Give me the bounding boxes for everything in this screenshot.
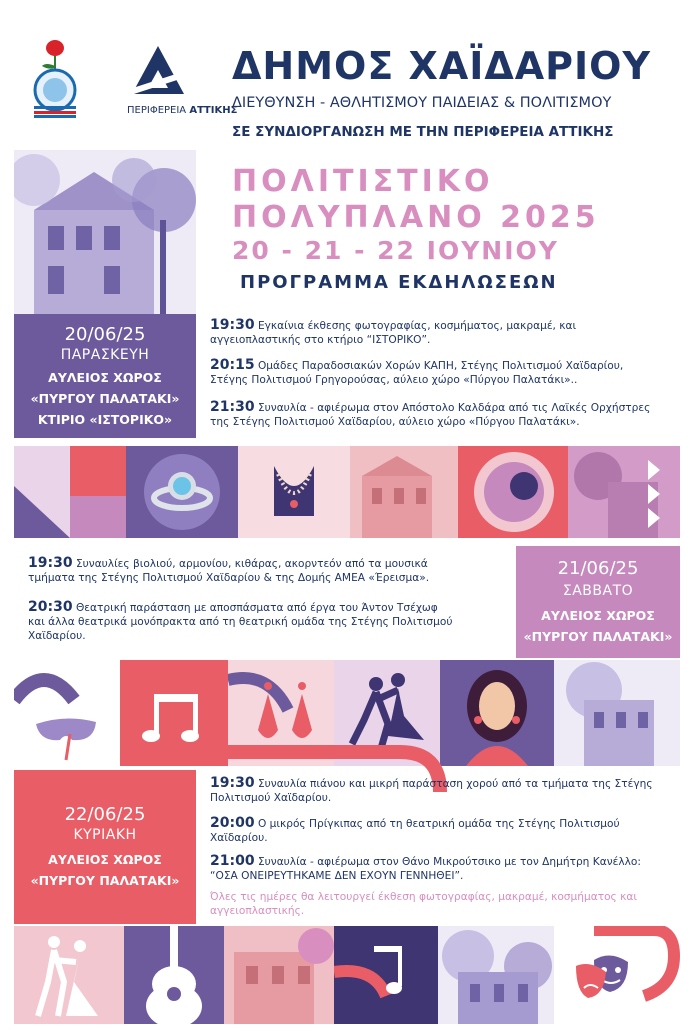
- geometric-tile: [14, 446, 126, 538]
- building-photo-top: [14, 150, 196, 314]
- day3-event2-time: 20:00: [210, 815, 255, 831]
- day3-box: [14, 770, 196, 924]
- day3-date: 22/06/25: [64, 804, 146, 825]
- day3-event2: [210, 816, 680, 845]
- circle-tile: [458, 446, 568, 538]
- day3-event1-text: Συναυλία πιάνου και μικρή παράσταση χορού από τα τμήματα της Στέγης: [257, 778, 653, 790]
- festival-dates: 20 - 21 - 22 ΙΟΥΝΙΟΥ: [232, 236, 559, 265]
- day1-event2-text2: Στέγης Πολιτισμού Γρηγορούσας, αύλειο χώρο «Πύργου Παλατάκι»..: [210, 374, 578, 386]
- day1-dayname: ΠΑΡΑΣΚΕΥΗ: [60, 347, 150, 363]
- day2-event2-text: Θεατρική παράσταση με αποσπάσματα από έργα του Άντον Τσέχωφ: [75, 602, 438, 614]
- day3-venue2: «ΠΥΡΓΟΥ ΠΑΛΑΤΑΚΙ»: [30, 873, 180, 888]
- day3-event3-time: 21:00: [210, 853, 255, 869]
- day1-event3-text: Συναυλία - αφιέρωμα στον Απόστολο Καλδάρα από τις Λαϊκές Ορχήστρες: [257, 402, 651, 414]
- day3-venue1: ΑΥΛΕΙΟΣ ΧΩΡΟΣ: [48, 852, 162, 867]
- guitar-icon: [124, 926, 224, 1024]
- day2-event1-time: 19:30: [28, 555, 73, 571]
- day2-event1-text: Συναυλίες βιολιού, αρμονίου, κιθάρας, ακορντεόν από τα μουσικά: [75, 558, 428, 570]
- day3-event1: [210, 776, 680, 805]
- day3-event1-time: 19:30: [210, 775, 255, 791]
- building-tile-3: [554, 660, 680, 766]
- day3-event1-text2: Πολιτισμού Χαϊδαρίου.: [210, 792, 332, 804]
- ring-icon: [126, 446, 238, 538]
- day2-box: [516, 546, 680, 658]
- day2-venue1: ΑΥΛΕΙΟΣ ΧΩΡΟΣ: [541, 608, 655, 623]
- coorganization-line: ΣΕ ΣΥΝΔΙΟΡΓΑΝΩΣΗ ΜΕ ΤΗΝ ΠΕΡΙΦΕΡΕΙΑ ΑΤΤΙΚΗΣ: [232, 124, 614, 140]
- day2-venue2: «ΠΥΡΓΟΥ ΠΑΛΑΤΑΚΙ»: [523, 629, 673, 644]
- building-tile-2: [568, 446, 680, 538]
- day1-event2: [210, 358, 680, 387]
- day2-date: 21/06/25: [557, 558, 639, 579]
- music-note-icon: [334, 926, 438, 1024]
- building-tile-4: [224, 926, 334, 1024]
- day3-event2-text2: Χαϊδαρίου.: [210, 832, 268, 844]
- department-subtitle: ΔΙΕΥΘΥΝΣΗ - ΑΘΛΗΤΙΣΜΟΥ ΠΑΙΔΕΙΑΣ & ΠΟΛΙΤΙΣΜΟΥ: [232, 95, 612, 111]
- municipality-title: ΔΗΜΟΣ ΧΑΪΔΑΡΙΟΥ: [232, 44, 651, 88]
- day2-event2-text2: και άλλα θεατρικά μονόπρακτα από τη θεατρική ομάδα της Στέγης Πολιτισμού: [28, 616, 453, 628]
- mask-icon: [14, 660, 120, 766]
- day3-event3-text: Συναυλία - αφιέρωμα στον Θάνο Μικρούτσικο με τον Δημήτρη Κανέλλο:: [257, 856, 641, 868]
- day1-event1: [210, 318, 680, 347]
- dancing-couple-icon: [14, 926, 124, 1024]
- region-attica-label: ΠΕΡΙΦΕΡΕΙΑ ΑΤΤΙΚΗΣ: [127, 105, 238, 116]
- day1-venue3: ΚΤΙΡΙΟ «ΙΣΤΟΡΙΚΟ»: [37, 412, 173, 427]
- day1-event3-text2: της Στέγης Πολιτισμού Χαϊδαρίου, αύλειο χώρο «Πύργου Παλατάκι».: [210, 416, 580, 428]
- region-attica-logo-icon: [128, 44, 188, 96]
- day1-event3-time: 21:30: [210, 399, 255, 415]
- day3-dayname: ΚΥΡΙΑΚΗ: [73, 827, 137, 843]
- exhibition-note: [210, 890, 680, 918]
- program-heading: ΠΡΟΓΡΑΜΜΑ ΕΚΔΗΛΩΣΕΩΝ: [240, 272, 558, 293]
- day1-venue1: ΑΥΛΕΙΟΣ ΧΩΡΟΣ: [48, 370, 162, 385]
- festival-title-line1: ΠΟΛΙΤΙΣΤΙΚΟ: [232, 164, 494, 199]
- day1-event1-time: 19:30: [210, 317, 255, 333]
- day1-event2-text: Ομάδες Παραδοσιακών Χορών ΚΑΠΗ, Στέγης Πολιτισμού Χαϊδαρίου,: [257, 360, 624, 372]
- theater-masks-icon: [554, 926, 680, 1024]
- mosaic-row-3: [14, 926, 680, 1024]
- festival-title-line2: ΠΟΛΥΠΛΑΝΟ 2025: [232, 200, 600, 235]
- day1-date: 20/06/25: [64, 324, 146, 345]
- building-tile-5: [438, 926, 554, 1024]
- day2-dayname: ΣΑΒΒΑΤΟ: [562, 583, 634, 599]
- day1-event3: [210, 400, 680, 429]
- day1-venue2: «ΠΥΡΓΟΥ ΠΑΛΑΤΑΚΙ»: [30, 391, 180, 406]
- day1-event2-time: 20:15: [210, 357, 255, 373]
- day1-event1-text2: αγγειοπλαστικής στο κτήριο “ΙΣΤΟΡΙΚΟ”.: [210, 334, 431, 346]
- day2-event1-text2: τμήματα της Στέγης Πολιτισμού Χαϊδαρίου & της Δομής ΑΜΕΑ «Έρεισμα».: [28, 572, 430, 584]
- exhibition-note-line2: αγγειοπλαστικής.: [210, 905, 305, 917]
- day2-event1: [28, 556, 508, 585]
- building-tile-1: [350, 446, 458, 538]
- day1-box: [14, 314, 196, 438]
- day2-event2-time: 20:30: [28, 599, 73, 615]
- day3-event3: [210, 854, 680, 883]
- exhibition-note-line1: Όλες τις ημέρες θα λειτουργεί έκθεση φωτογραφίας, μακραμέ, κοσμήματος και: [210, 891, 637, 903]
- mosaic-row-1: [14, 446, 680, 538]
- day1-event1-text: Εγκαίνια έκθεσης φωτογραφίας, κοσμήματος, μακραμέ, και: [257, 320, 577, 332]
- municipality-logo: [20, 36, 90, 118]
- day3-event3-text2: “ΟΣΑ ΟΝΕΙΡΕΥΤΗΚΑΜΕ ΔΕΝ ΕΧΟΥΝ ΓΕΝΝΗΘΕΙ”.: [210, 870, 464, 882]
- day3-event2-text: Ο μικρός Πρίγκιπας από τη θεατρική ομάδα της Στέγης Πολιτισμού: [257, 818, 620, 830]
- necklace-icon: [238, 446, 350, 538]
- day2-event2-text3: Χαϊδαρίου.: [28, 630, 86, 642]
- day2-event2: [28, 600, 508, 643]
